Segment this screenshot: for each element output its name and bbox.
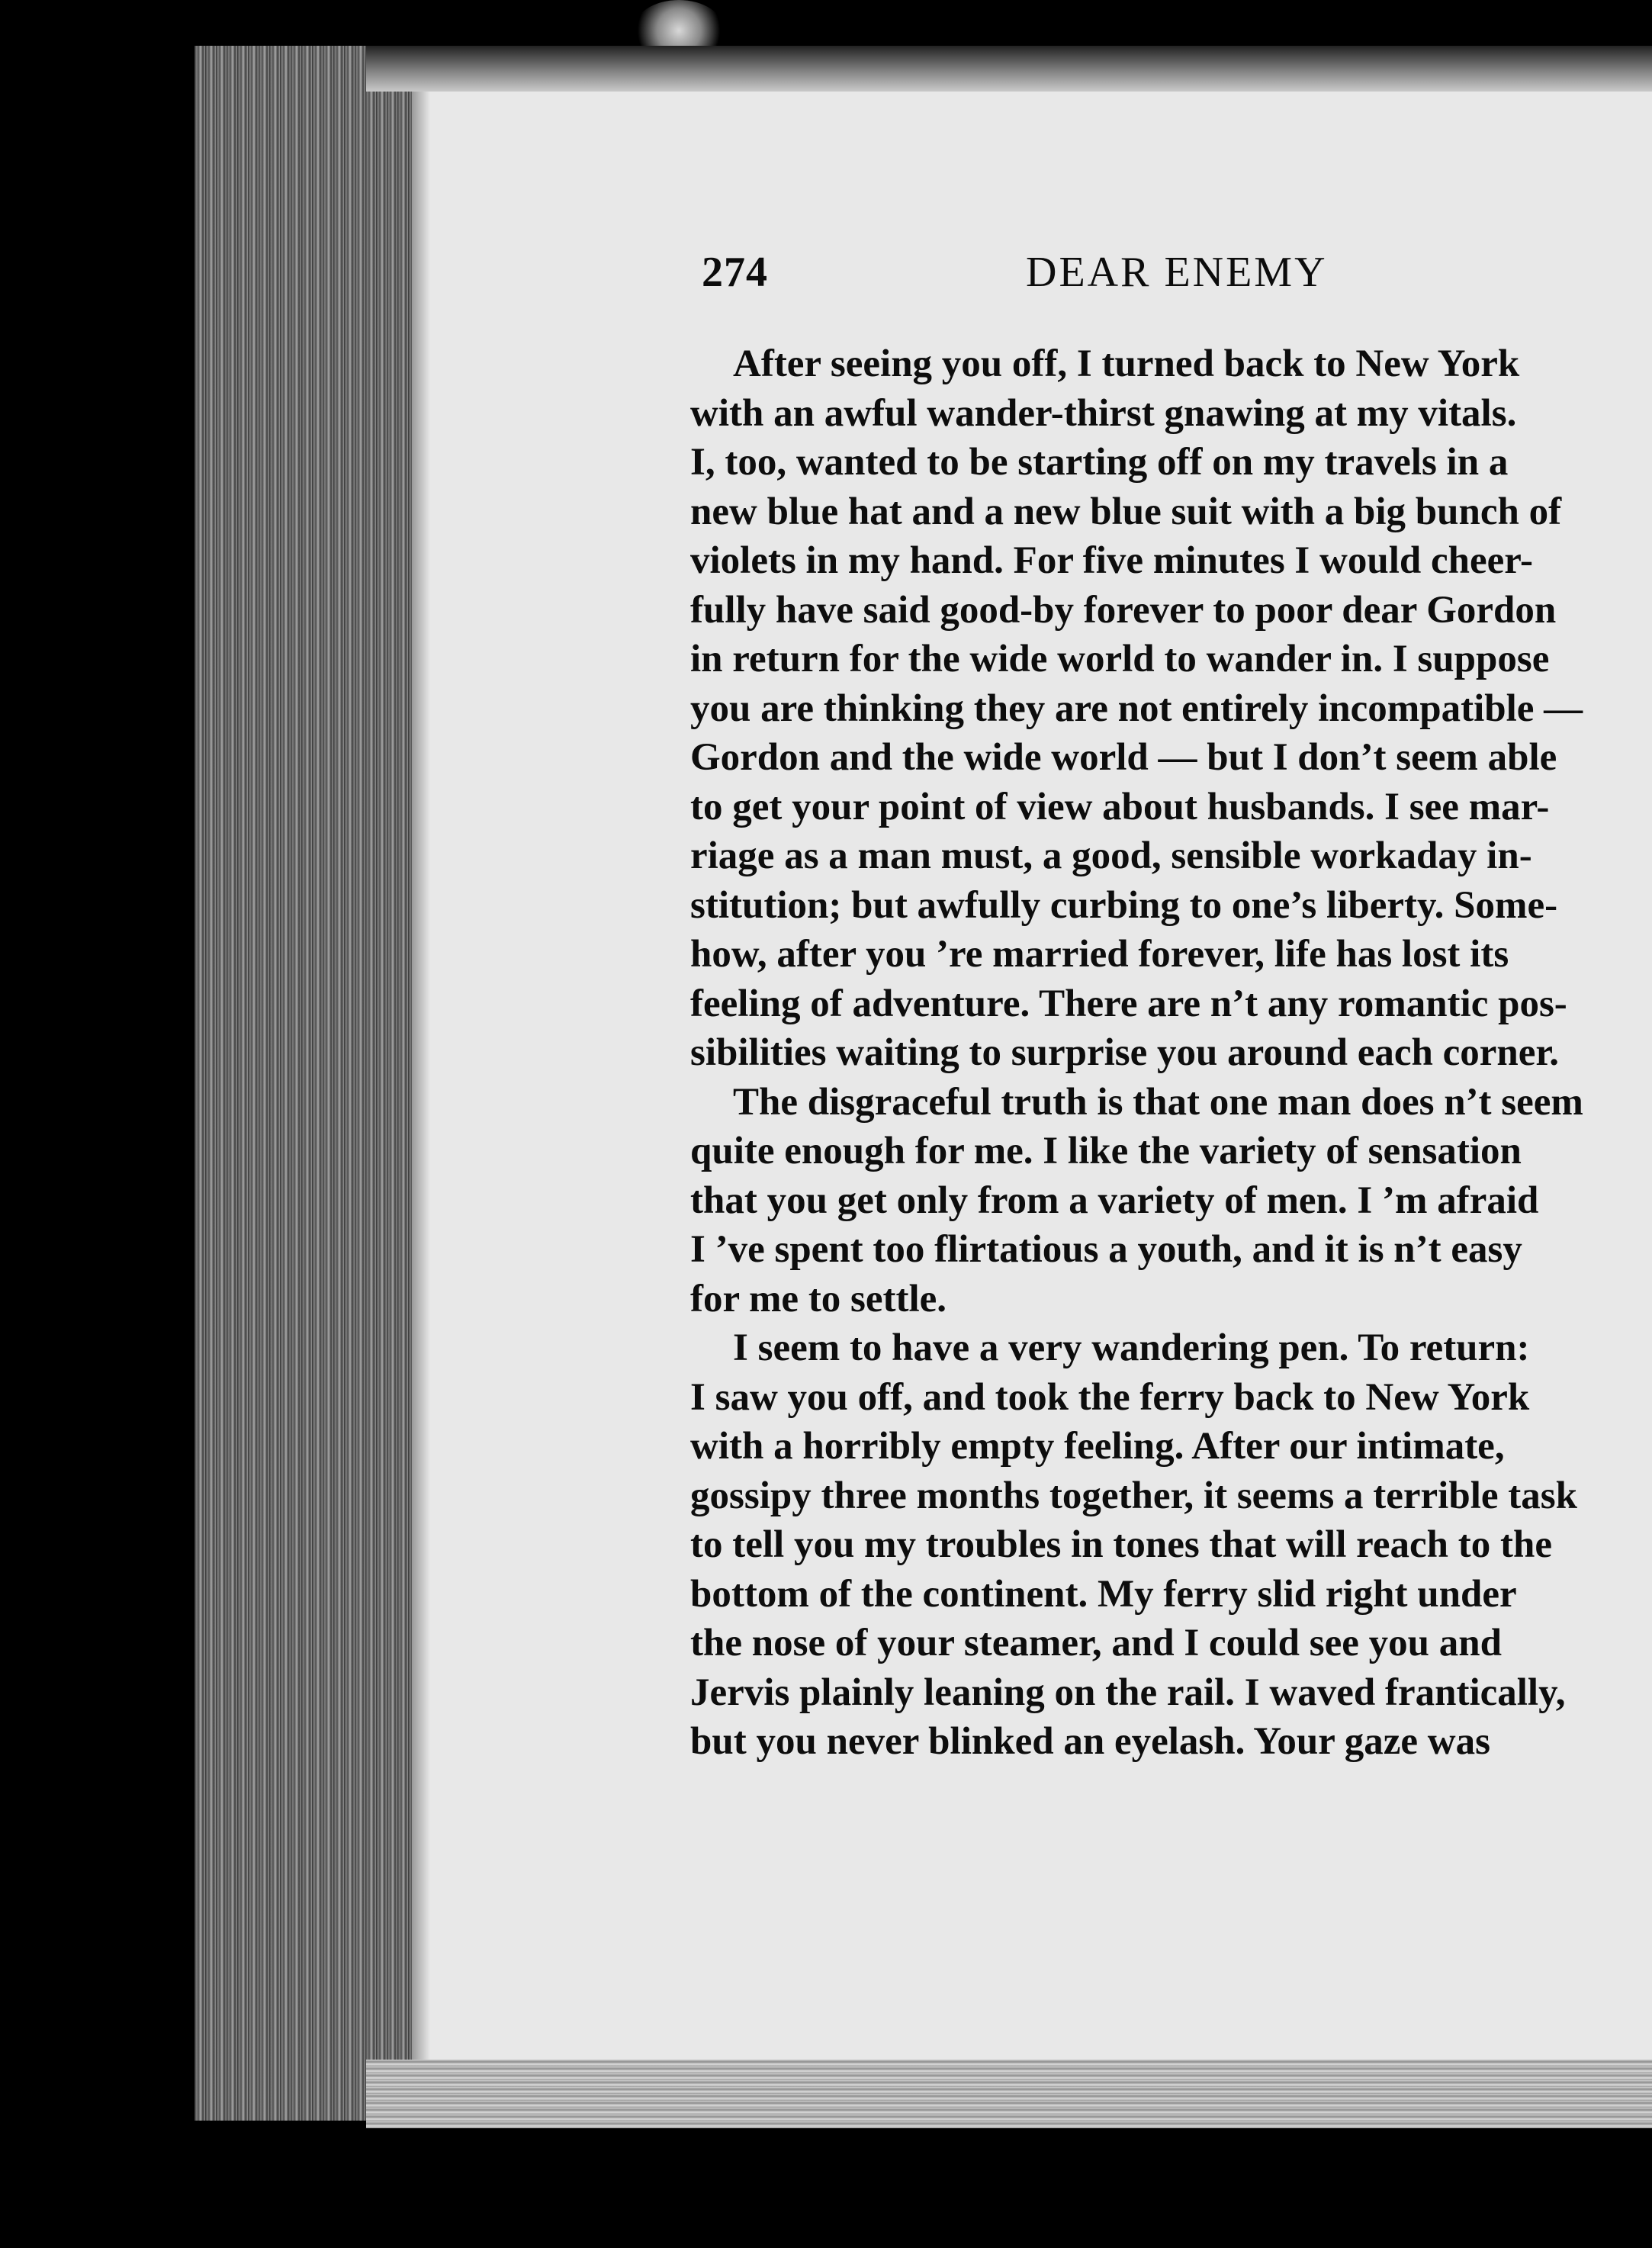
text-line: the nose of your steamer, and I could see you and	[690, 1622, 1503, 1664]
text-line: violets in my hand. For five minutes I would cheer-	[690, 539, 1533, 582]
text-line: you are thinking they are not entirely incompatible —	[690, 687, 1583, 730]
text-line: for me to settle.	[690, 1277, 947, 1320]
text-line: with an awful wander-thirst gnawing at my vitals.	[690, 391, 1517, 435]
text-line: fully have said good-by forever to poor dear Gordon	[690, 588, 1557, 632]
text-line: quite enough for me. I like the variety of sensation	[690, 1130, 1522, 1172]
text-line: to get your point of view about husbands. I see mar-	[690, 785, 1550, 828]
text-line: I saw you off, and took the ferry back to New York	[690, 1375, 1530, 1419]
text-line: riage as a man must, a good, sensible workaday in-	[690, 835, 1532, 877]
page-edges-bottom	[366, 2060, 1652, 2128]
text-line: new blue hat and a new blue suit with a big bunch of	[690, 490, 1562, 533]
text-line: Jervis plainly leaning on the rail. I waved frantically,	[690, 1671, 1566, 1714]
text-line: Gordon and the wide world — but I don’t seem able	[690, 736, 1557, 779]
text-line: I seem to have a very wandering pen. To return:	[733, 1327, 1530, 1369]
text-line: how, after you ’re married forever, life has lost its	[690, 933, 1509, 976]
text-line: gossipy three months together, it seems a terrible task	[690, 1474, 1577, 1517]
text-line: in return for the wide world to wander in. I suppose	[690, 638, 1550, 680]
text-line: with a horribly empty feeling. After our intimate,	[690, 1425, 1505, 1468]
page-header	[702, 248, 1652, 317]
body-text	[690, 339, 1652, 1767]
text-line: I ’ve spent too flirtatious a youth, and it is n’t easy	[690, 1228, 1522, 1271]
text-line: bottom of the continent. My ferry slid right under	[690, 1572, 1517, 1616]
text-line: to tell you my troubles in tones that will reach to the	[690, 1523, 1552, 1566]
text-line: The disgraceful truth is that one man does n’t seem	[733, 1080, 1583, 1124]
page-edges-top	[366, 46, 1652, 92]
text-line: I, too, wanted to be starting off on my travels in a	[690, 441, 1509, 484]
running-title: DEAR ENEMY	[1026, 249, 1328, 296]
page-edges-left	[194, 46, 416, 2121]
text-line: stitution; but awfully curbing to one’s liberty. Some-	[690, 883, 1558, 927]
text-line: After seeing you off, I turned back to New York	[733, 343, 1520, 385]
text-line: that you get only from a variety of men. I ’m afraid	[690, 1179, 1539, 1222]
text-line: but you never blinked an eyelash. Your gaze was	[690, 1720, 1490, 1763]
text-line: feeling of adventure. There are n’t any romantic pos-	[690, 982, 1567, 1025]
text-line: sibilities waiting to surprise you around each corner.	[690, 1031, 1560, 1074]
page-number: 274	[702, 249, 768, 296]
